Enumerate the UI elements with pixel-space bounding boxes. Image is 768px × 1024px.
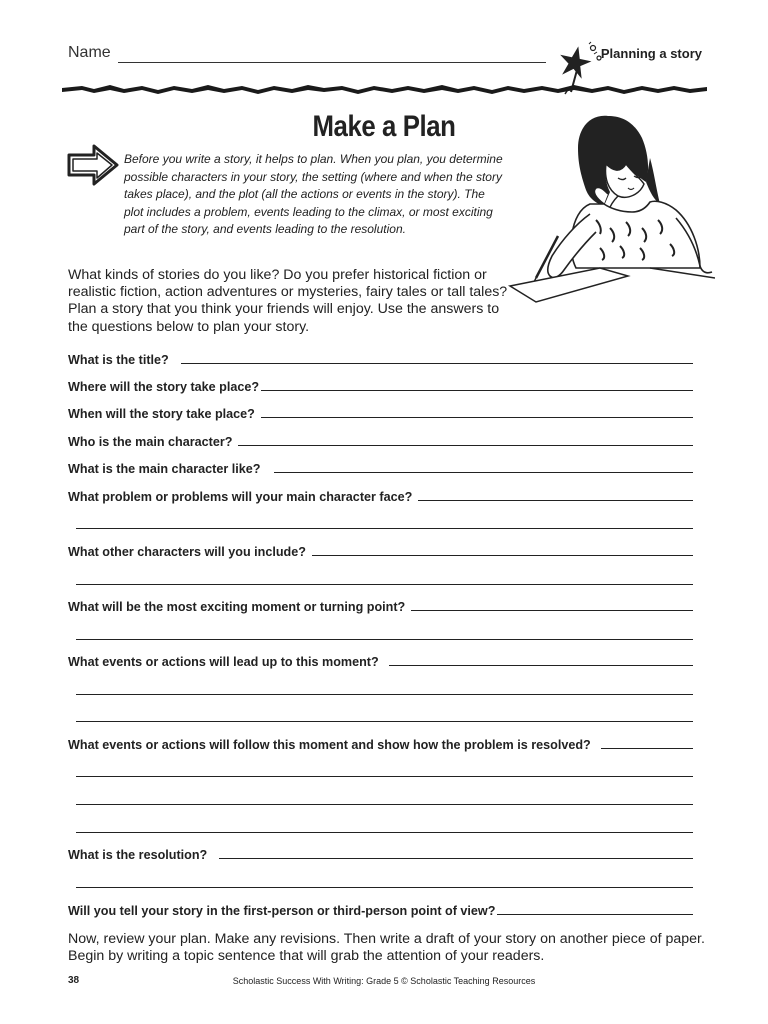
answer-line[interactable] <box>274 472 693 473</box>
question-label: When will the story take place? <box>68 407 255 421</box>
page-header <box>68 44 704 68</box>
question-title <box>68 349 693 367</box>
answer-line[interactable] <box>76 804 693 805</box>
question-label: Where will the story take place? <box>68 380 260 394</box>
question-label: What other characters will you include? <box>68 545 306 559</box>
footer-credit: Scholastic Success With Writing: Grade 5 © Scholastic Teaching Resources <box>232 976 536 986</box>
question-label: What events or actions will lead up to this moment? <box>68 655 379 669</box>
answer-line[interactable] <box>219 858 693 859</box>
question-label: What events or actions will follow this moment and show how the problem is resolved? <box>68 738 591 752</box>
section-heading: Planning a story <box>600 46 702 61</box>
answer-line[interactable] <box>181 363 693 364</box>
closing-paragraph: Now, review your plan. Make any revisions. Then write a draft of your story on another piece of paper. Begin by writing a topic sentence that will grab the attention of your readers. <box>68 931 705 965</box>
answer-line[interactable] <box>76 528 693 529</box>
answer-line[interactable] <box>238 445 693 446</box>
name-field-line[interactable] <box>118 62 546 63</box>
name-label: Name <box>68 44 111 61</box>
arrow-icon <box>66 143 120 187</box>
question-label: What is the main character like? <box>68 462 261 476</box>
answer-line[interactable] <box>261 390 693 391</box>
question-falling-action <box>68 734 693 752</box>
question-rising-action <box>68 651 693 669</box>
answer-line[interactable] <box>601 748 693 749</box>
answer-line[interactable] <box>389 665 693 666</box>
question-problem <box>68 486 693 504</box>
answer-line[interactable] <box>76 694 693 695</box>
answer-line[interactable] <box>312 555 693 556</box>
answer-line[interactable] <box>76 584 693 585</box>
girl-writing-illustration <box>500 108 715 303</box>
answer-line[interactable] <box>76 832 693 833</box>
question-climax <box>68 596 693 614</box>
intro-text: Before you write a story, it helps to plan. When you plan, you determine possible characters in your story, the setting (where and when the story takes place), and the plot (all the actions or events in the story). The plot includes a problem, events leading to the climax, or most exciting part of the story, and events leading to the resolution. <box>124 152 503 237</box>
question-setting-where <box>68 376 693 394</box>
answer-line[interactable] <box>76 721 693 722</box>
answer-line[interactable] <box>76 887 693 888</box>
question-resolution <box>68 844 693 862</box>
question-other-characters <box>68 541 693 559</box>
question-point-of-view <box>68 900 693 918</box>
question-label: What problem or problems will your main character face? <box>68 490 413 504</box>
lead-paragraph: What kinds of stories do you like? Do you prefer historical fiction or realistic fiction, action adventures or mysteries, fairy tales or tall tales? Plan a story that you think your friends will enjoy. Use the answers to the questions below to plan your story. <box>68 267 508 335</box>
question-label: Will you tell your story in the first-person or third-person point of view? <box>68 904 496 918</box>
answer-line[interactable] <box>76 776 693 777</box>
question-setting-when <box>68 403 693 421</box>
page-title: Make a Plan <box>312 110 456 143</box>
question-label: What is the title? <box>68 353 169 367</box>
question-character-traits <box>68 458 693 476</box>
answer-line[interactable] <box>418 500 693 501</box>
question-main-character <box>68 431 693 449</box>
answer-line[interactable] <box>411 610 693 611</box>
torn-divider <box>62 80 707 96</box>
page-number: 38 <box>68 975 80 986</box>
question-label: What is the resolution? <box>68 848 208 862</box>
question-label: What will be the most exciting moment or turning point? <box>68 600 406 614</box>
question-label: Who is the main character? <box>68 435 233 449</box>
answer-line[interactable] <box>261 417 693 418</box>
answer-line[interactable] <box>497 914 693 915</box>
answer-line[interactable] <box>76 639 693 640</box>
